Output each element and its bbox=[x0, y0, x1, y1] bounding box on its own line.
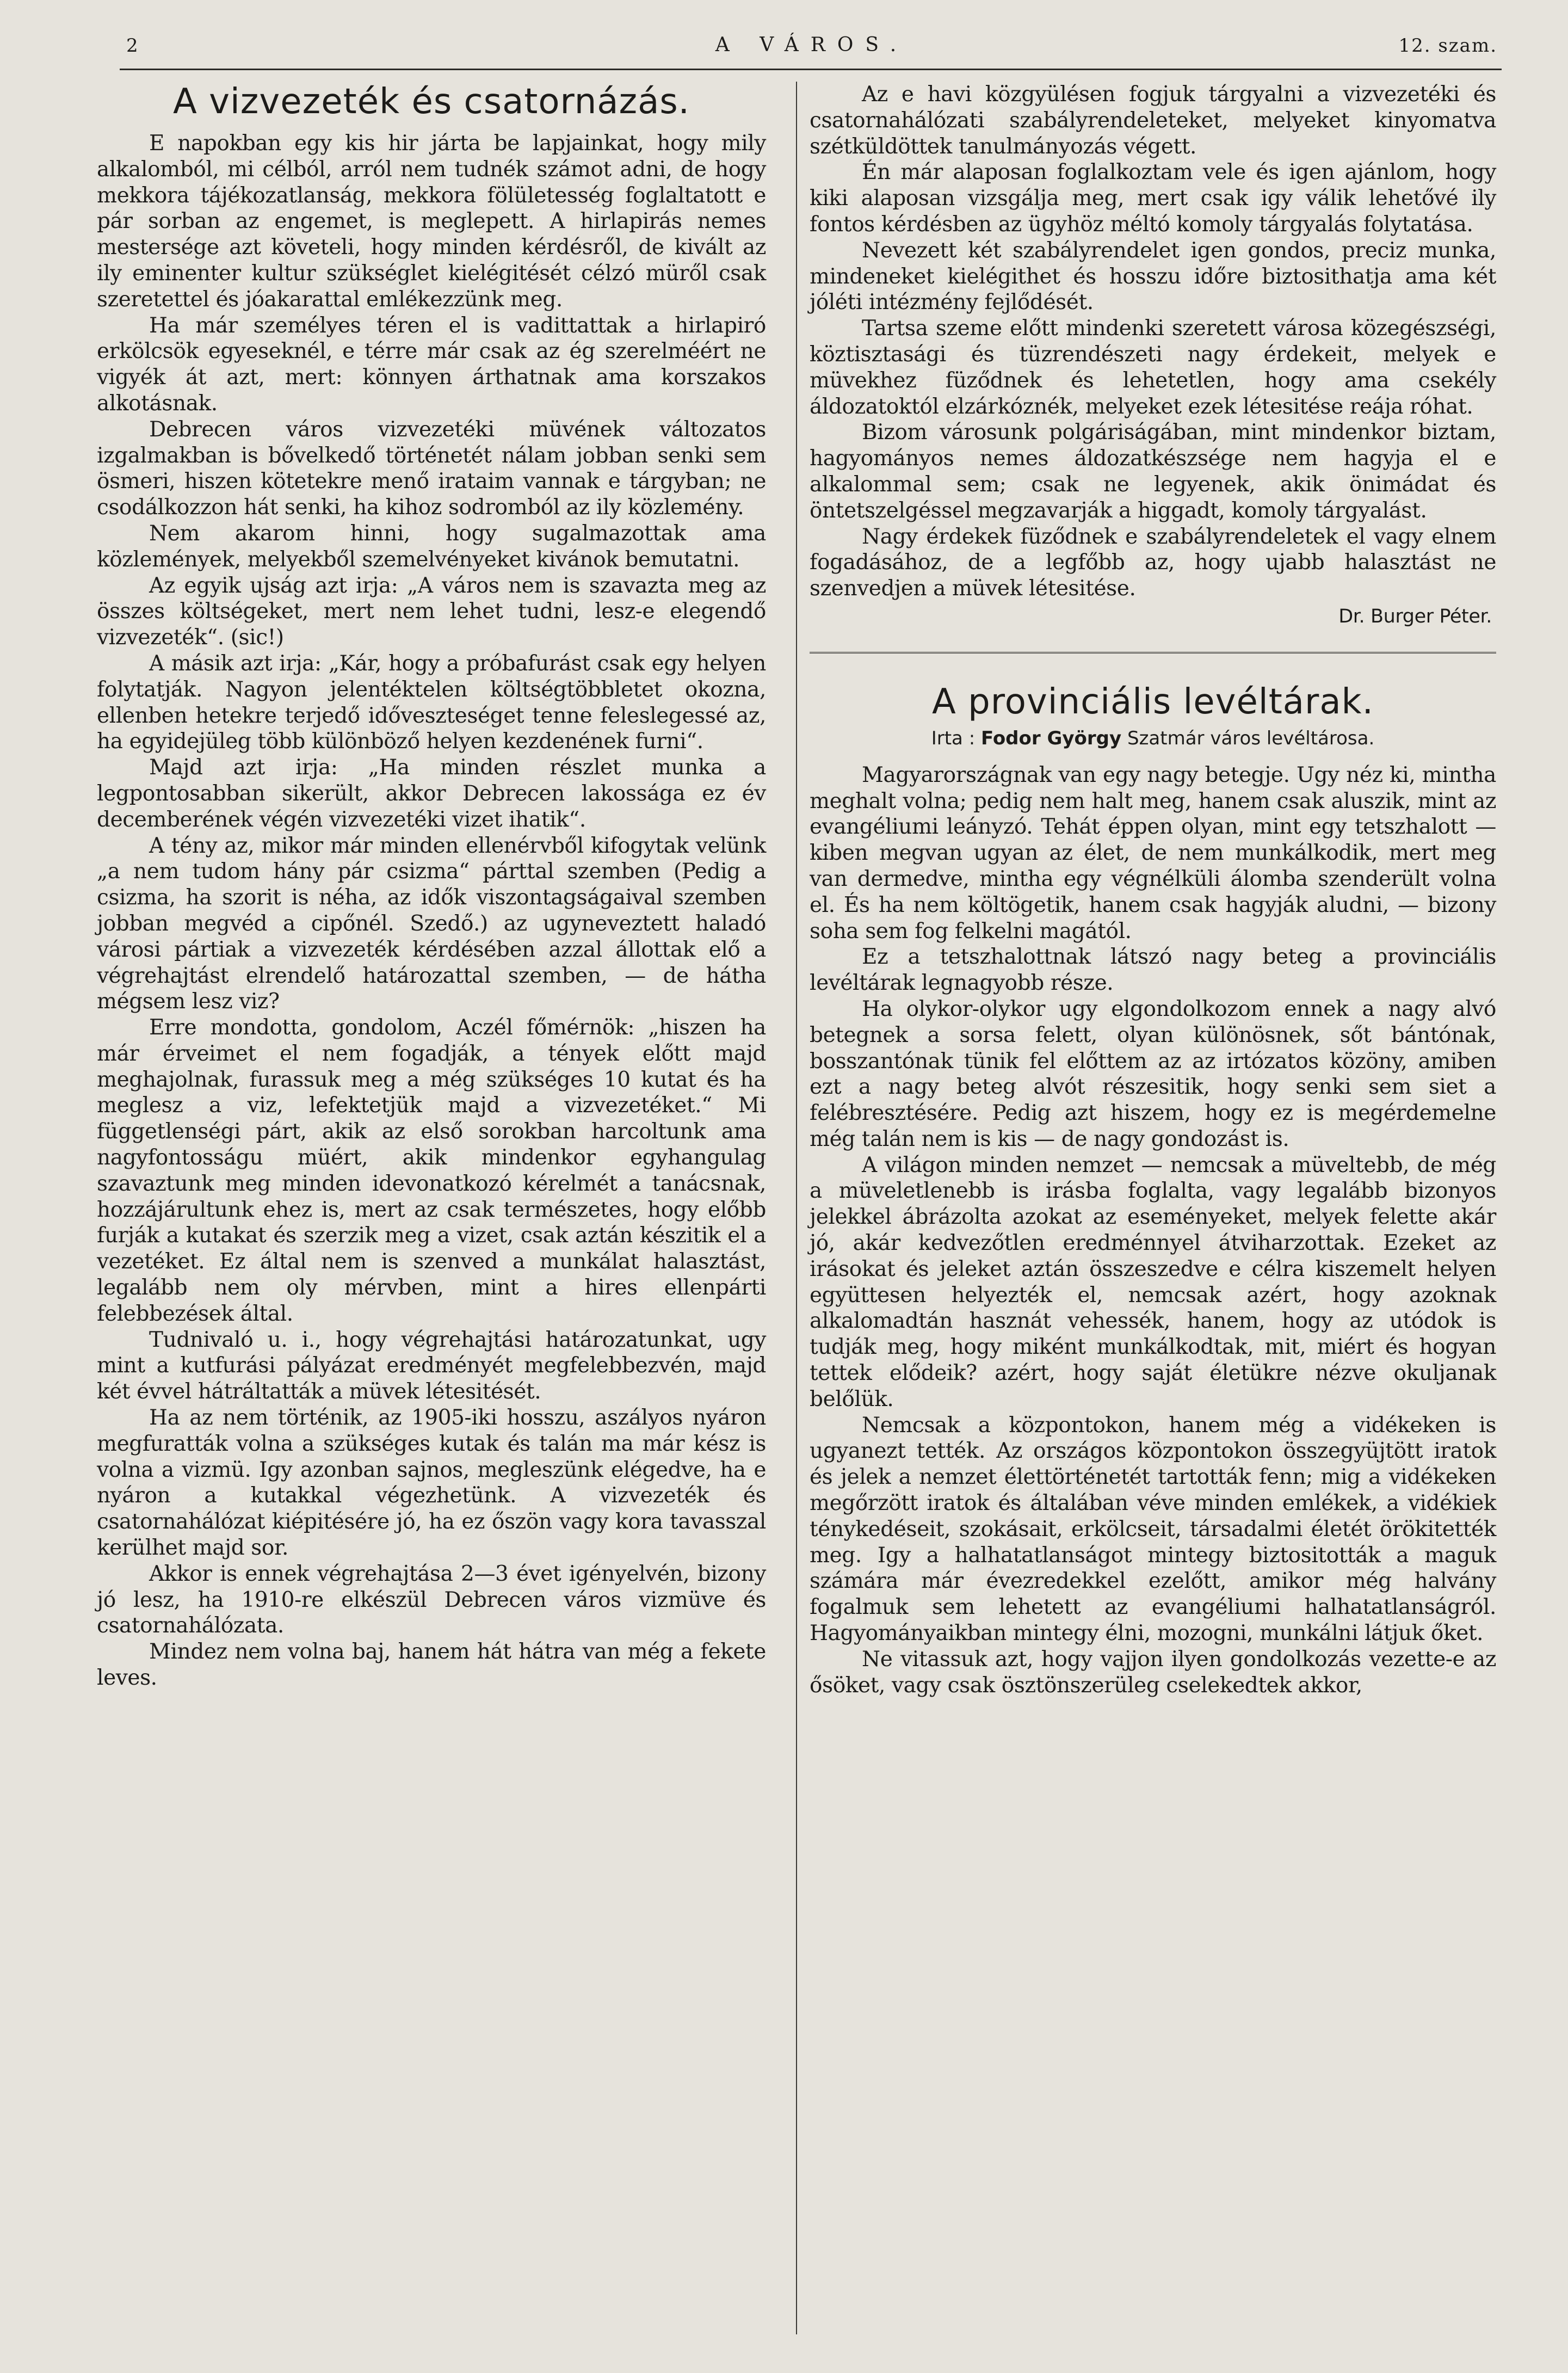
article-title-archives: A provinciális levéltárak. bbox=[932, 681, 1374, 722]
header-rule bbox=[120, 69, 1502, 70]
byline-suffix: Szatmár város levéltárosa. bbox=[1127, 727, 1375, 749]
paragraph: A másik azt irja: „Kár, hogy a próbafurást csak egy helyen folytatják. Nagyon jelentéktelen költségtöbbletet okozna, ellenben hetekre terjedő időveszteséget tenne feleslegessé az, ha egyidejüleg több különböző helyen kezdenének furni“. bbox=[97, 651, 766, 754]
paragraph: Én már alaposan foglalkoztam vele és igen ajánlom, hogy kiki alaposan vizsgálja meg, mert csak igy válik lehetővé ily fontos kérdésben az ügyhöz méltó komoly tárgyalás folytatása. bbox=[810, 160, 1496, 237]
paragraph: A világon minden nemzet — nemcsak a müveltebb, de még a müveletlenebb is irásba foglalta, vagy legalább bizonyos jelekkel ábrázolta azokat az eseményeket, melyek felette akár jó, akár kedvezőtlen eredménnyel átviharzottak. Ezeket az irásokat és jeleket aztán összeszedve e célra kiszemelt helyen együttesen helyezték el, nemcsak azért, hogy azoknak alkalomadtán hasznát vehessék, hanem, hogy az utódok is tudják meg, hogy miként munkálkodtak, mit, miért és hogyan tettek elődeik? azért, hogy saját életükre nézve okuljanak belőlük. bbox=[810, 1152, 1496, 1412]
paragraph: Nagy érdekek füződnek e szabályrendeletek el vagy elnem fogadásához, de a legfőbb az, hogy ujabb halasztást ne szenvedjen a müvek létesitése. bbox=[810, 524, 1496, 601]
paragraph: Debrecen város vizvezetéki müvének változatos izgalmakban is bővelkedő történetét nálam jobban senki sem ösmeri, hiszen kötetekre menő irataim vannak e tárgyban; ne csodálkozzon hát senki, ha kihoz sodromból az ily közlemény. bbox=[97, 417, 766, 520]
newspaper-title: A VÁROS. bbox=[715, 34, 909, 56]
article-separator bbox=[810, 652, 1496, 654]
paragraph: E napokban egy kis hir járta be lapjainkat, hogy mily alkalomból, mi célból, arról nem tudnék számot adni, de hogy mekkora tájékozatlanság, mekkora fölületesség foglaltatott e pár sorban az engemet, is meglepett. A hirlapirás nemes mestersége azt követeli, hogy minden kérdésről, de kivált az ily eminenter kultur szükséglet kielégitését célzó müről csak szeretettel és jóakarattal emlékezzünk meg. bbox=[97, 131, 766, 312]
page-number: 2 bbox=[126, 35, 139, 57]
paragraph: Ez a tetszhalottnak látszó nagy beteg a provinciális levéltárak legnagyobb része. bbox=[810, 945, 1496, 996]
paragraph: Akkor is ennek végrehajtása 2—3 évet igényelvén, bizony jó lesz, ha 1910-re elkészül Debrecen város vizmüve és csatornahálózata. bbox=[97, 1561, 766, 1638]
paragraph: A tény az, mikor már minden ellenérvből kifogytak velünk „a nem tudom hány pár csizma“ párttal szemben (Pedig a csizma, ha szorit is néha, az idők viszontagságaival szemben jobban megvéd a cipőnél. Szedő.) az ugyneveztett haladó városi pártiak a vizvezeték kérdésében azzal állottak elő a végrehajtást elrendelő határozattal szemben, — de hátha mégsem lesz viz? bbox=[97, 833, 766, 1014]
paragraph: Ne vitassuk azt, hogy vajjon ilyen gondolkozás vezette-e az ősöket, vagy csak ösztönszerüleg cselekedtek akkor, bbox=[810, 1647, 1496, 1698]
paragraph: Az e havi közgyülésen fogjuk tárgyalni a vizvezetéki és csatornahálózati szabályrendeleteket, melyeket kinyomatva szétküldöttek tanulmányozás végett. bbox=[810, 82, 1496, 159]
byline bbox=[810, 728, 1496, 749]
column-divider bbox=[796, 82, 797, 2334]
paragraph: Ha az nem történik, az 1905-iki hosszu, aszályos nyáron megfuratták volna a szükséges kutak és talán ma már kész is volna a vizmü. Igy azonban sajnos, megleszünk elégedve, ha e nyáron a kutakkal végezhetünk. A vizvezeték és csatornahálózat kiépitésére jó, ha ez őszön vagy kora tavasszal kerülhet majd sor. bbox=[97, 1406, 766, 1561]
page-header bbox=[126, 30, 1497, 63]
paragraph: Bizom városunk polgáriságában, mint mindenkor biztam, hagyományos nemes áldozatkészsége nem hagyja el e alkalommal sem; csak ne legyenek, akik önimádat és öntetszelgéssel megzavarják a higgadt, komoly tárgyalást. bbox=[810, 420, 1496, 523]
paragraph: Nevezett két szabályrendelet igen gondos, preciz munka, mindeneket kielégithet és hosszu időre biztosithatja ama két jóléti intézmény fejlődését. bbox=[810, 238, 1496, 315]
issue-number: 12. szam. bbox=[1398, 35, 1497, 57]
paragraph: Majd azt irja: „Ha minden részlet munka a legpontosabban sikerült, akkor Debrecen lakossága ez év decemberének végén vizvezetéki vizet ihatik“. bbox=[97, 755, 766, 832]
paragraph: Tartsa szeme előtt mindenki szeretett városa közegészségi, köztisztasági és tüzrendészeti nagy érdekeit, melyek e müvekhez füződnek és lehetetlen, hogy ama csekély áldozatoktól elzárkóznék, melyeket ezek létesitése reája róhat. bbox=[810, 316, 1496, 419]
author-signature: Dr. Burger Péter. bbox=[1338, 605, 1492, 627]
paragraph: Erre mondotta, gondolom, Aczél főmérnök: „hiszen ha már érveimet el nem fogadják, a tények előtt majd meghajolnak, furassuk meg a még szükséges 10 kutat és ha meglesz a viz, lefektetjük majd a vizvezetéket.“ Mi függetlenségi párt, akik az első sorokban harcoltunk ama nagyfontosságu müért, akik mindenkor egyhangulag szavaztunk meg minden idevonatkozó kérelmét a tanácsnak, hozzájárultunk ehez is, mert az csak természetes, hogy előbb furják a kutakat és szerzik meg a vizet, csak aztán készitik el a vezetéket. Ez által nem is szenved a munkálat halasztást, legalább nem oly mérvben, mint a hires ellenpárti felebbezések által. bbox=[97, 1015, 766, 1326]
paragraph: Tudnivaló u. i., hogy végrehajtási határozatunkat, ugy mint a kutfurási pályázat eredményét megfelebbezvén, majd két évvel hátráltatták a müvek létesitését. bbox=[97, 1327, 766, 1404]
byline-author: Fodor György bbox=[980, 727, 1122, 749]
paragraph: Nem akarom hinni, hogy sugalmazottak ama közlemények, melyekből szemelvényeket kivánok bemutatni. bbox=[97, 521, 766, 572]
paragraph: Mindez nem volna baj, hanem hát hátra van még a fekete leves. bbox=[97, 1639, 766, 1691]
right-column bbox=[810, 82, 1496, 1698]
paragraph: Nemcsak a központokon, hanem még a vidékeken is ugyanezt tették. Az országos központokon összegyüjtött iratok és jelek a nemzet élettörténetét tartották fenn; mig a vidékeken megőrzött iratok és általában véve minden emlékek, a vidékiek ténykedéseit, szokásait, erkölcseit, társadalmi életét örökitették meg. Igy a halhatatlanságot mintegy biztositották a maguk számára már évezredekkel ezelőtt, amikor még halvány fogalmuk sem lehetett az evangéliumi halhatatlanságról. Hagyományaikban mintegy élni, mozogni, munkálni látjuk őket. bbox=[810, 1413, 1496, 1646]
left-column bbox=[97, 82, 766, 1691]
paragraph: Ha már személyes téren el is vadittattak a hirlapiró erkölcsök egyeseknél, e térre már csak az ég szerelméért ne vigyék át azt, mert: könnyen árthatnak ama korszakos alkotásnak. bbox=[97, 313, 766, 416]
paragraph: Ha olykor-olykor ugy elgondolkozom ennek a nagy alvó betegnek a sorsa felett, olyan különösnek, sőt bántónak, bosszantónak tünik fel előttem az az irtózatos közöny, amiben ezt a nagy beteg alvót részesitik, hogy senki sem siet a felébresztésére. Pedig azt hiszem, hogy ez is megérdemelne még talán nem is kis — de nagy gondozást is. bbox=[810, 996, 1496, 1151]
article-title-waterworks: A vizvezeték és csatornázás. bbox=[173, 82, 690, 122]
byline-prefix: Irta : bbox=[931, 727, 976, 749]
paragraph: Az egyik ujság azt irja: „A város nem is szavazta meg az összes költségeket, mert nem lehet tudni, lesz-e elegendő vizvezeték“. (sic!) bbox=[97, 573, 766, 650]
paragraph: Magyarországnak van egy nagy betegje. Ugy néz ki, mintha meghalt volna; pedig nem halt meg, hanem csak aluszik, mint az evangéliumi leányzó. Tehát éppen olyan, mint egy tetszhalott — kiben megvan ugyan az élet, de nem munkálkodik, mert meg van dermedve, mintha egy végnélküli álomba szenderült volna el. És ha nem költögetik, hanem csak hagyják aludni, — bizony soha sem fog felkelni magától. bbox=[810, 762, 1496, 944]
